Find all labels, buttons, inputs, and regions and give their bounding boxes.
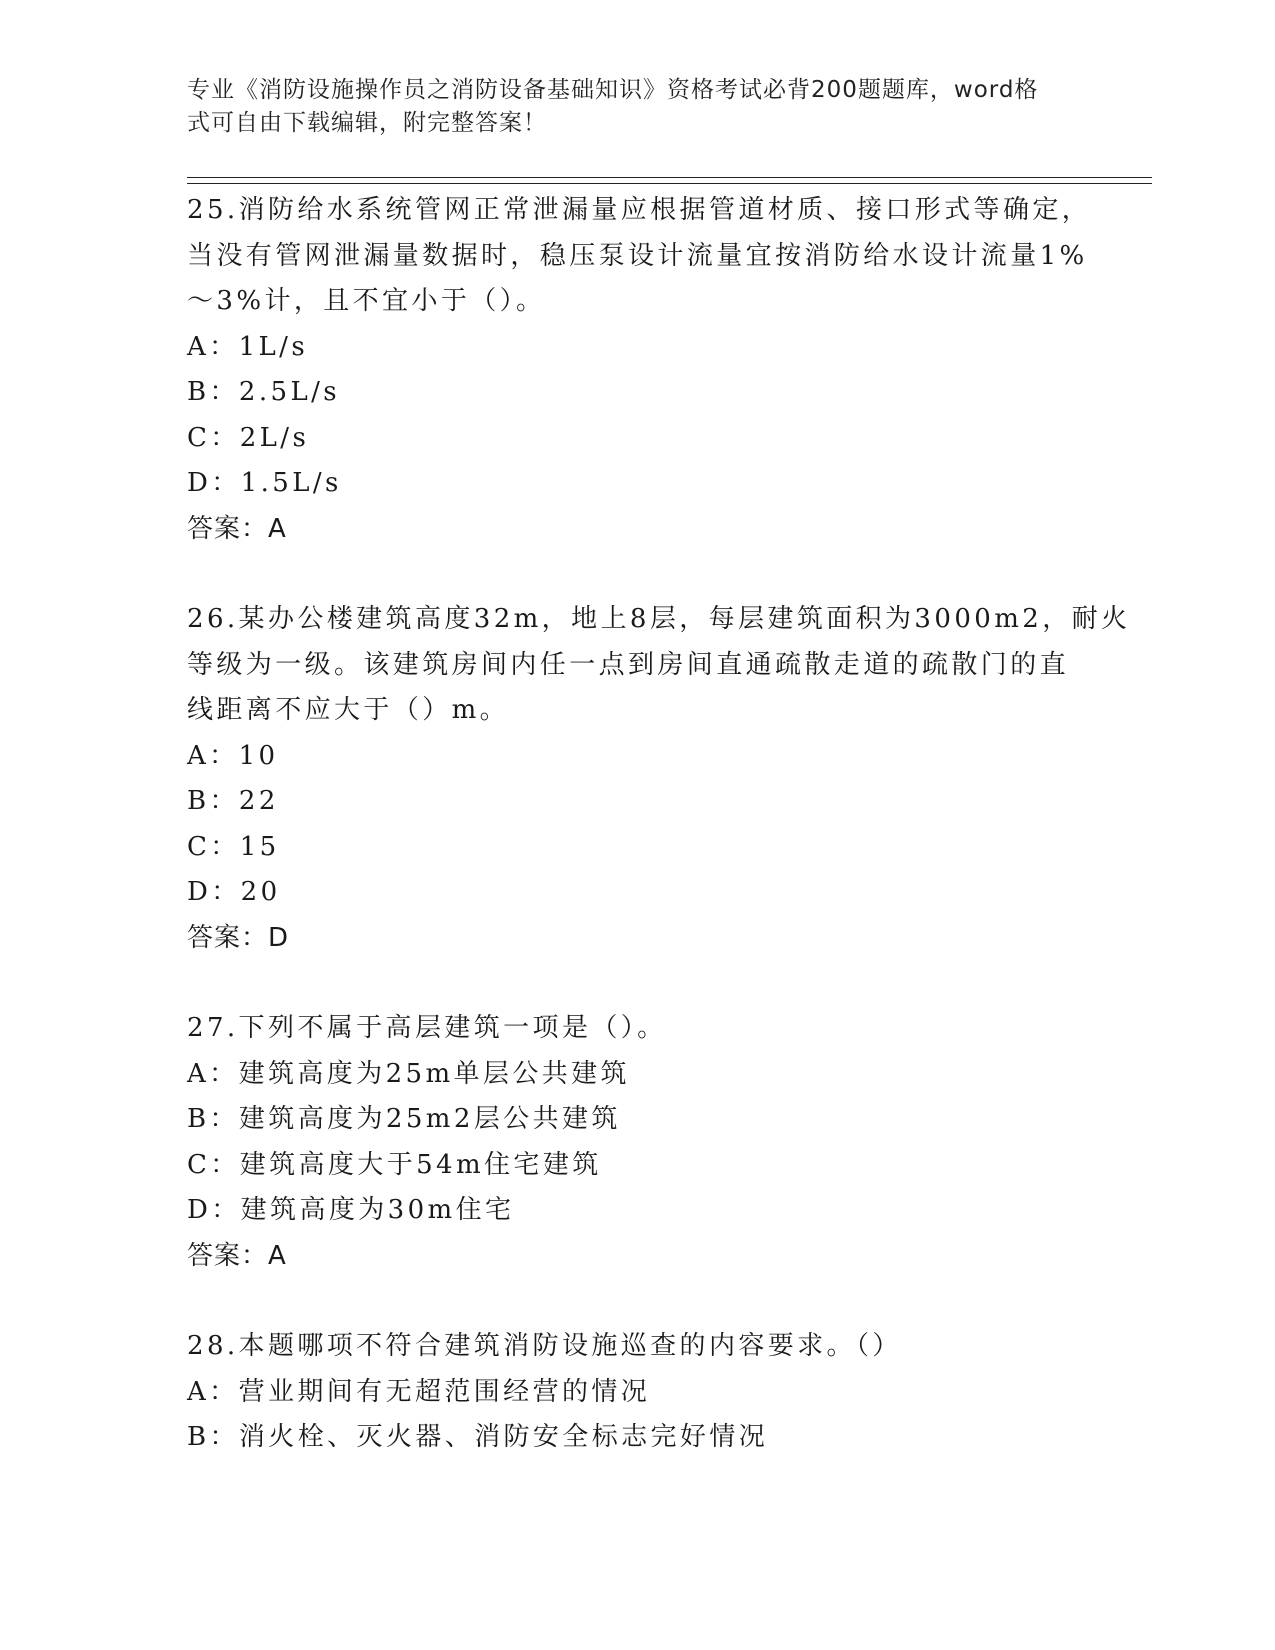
option-a: A：营业期间有无超范围经营的情况 — [187, 1376, 651, 1407]
answer-label: 答案：A — [187, 1240, 287, 1271]
question-stem-line: 线距离不应大于（）m。 — [187, 695, 510, 725]
option-c: C：15 — [187, 831, 280, 862]
header-divider-bottom — [187, 183, 1152, 184]
option-b: B：2.5L/s — [187, 377, 341, 407]
option-a: A：10 — [187, 740, 279, 771]
option-b: B：建筑高度为25m2层公共建筑 — [187, 1104, 621, 1134]
option-d: D：建筑高度为30m住宅 — [187, 1195, 515, 1225]
question-stem-line: 25.消防给水系统管网正常泄漏量应根据管道材质、接口形式等确定， — [187, 195, 1092, 225]
question-list — [187, 188, 1131, 1506]
question-28 — [187, 1324, 1077, 1461]
header-line-2: 式可自由下载编辑，附完整答案！ — [187, 110, 547, 136]
question-stem-line: 28.本题哪项不符合建筑消防设施巡查的内容要求。（） — [187, 1331, 902, 1361]
header-divider-top — [187, 177, 1152, 178]
question-27 — [187, 1006, 1077, 1279]
question-26 — [187, 597, 1131, 961]
answer-label: 答案：D — [187, 922, 290, 953]
option-c: C：2L/s — [187, 422, 310, 453]
question-stem-line: 27.下列不属于高层建筑一项是（）。 — [187, 1013, 667, 1043]
option-a: A：1L/s — [187, 331, 309, 362]
question-stem-line: ～3%计，且不宜小于（）。 — [187, 286, 546, 316]
question-stem-line: 26.某办公楼建筑高度32m，地上8层，每层建筑面积为3000m2，耐火 — [187, 604, 1131, 634]
header-line-1: 专业《消防设施操作员之消防设备基础知识》资格考试必背200题题库，word格 — [187, 77, 1039, 103]
option-a: A：建筑高度为25m单层公共建筑 — [187, 1058, 630, 1089]
option-d: D：20 — [187, 877, 281, 907]
answer-label: 答案：A — [187, 513, 287, 544]
question-stem-line: 当没有管网泄漏量数据时，稳压泵设计流量宜按消防给水设计流量1% — [187, 240, 1088, 271]
option-b: B：消火栓、灭火器、消防安全标志完好情况 — [187, 1422, 769, 1452]
option-b: B：22 — [187, 786, 279, 816]
question-stem-line: 等级为一级。该建筑房间内任一点到房间直通疏散走道的疏散门的直 — [187, 649, 1070, 680]
document-header — [187, 74, 1067, 140]
question-25 — [187, 188, 1092, 552]
option-c: C：建筑高度大于54m住宅建筑 — [187, 1149, 602, 1180]
option-d: D：1.5L/s — [187, 468, 342, 498]
